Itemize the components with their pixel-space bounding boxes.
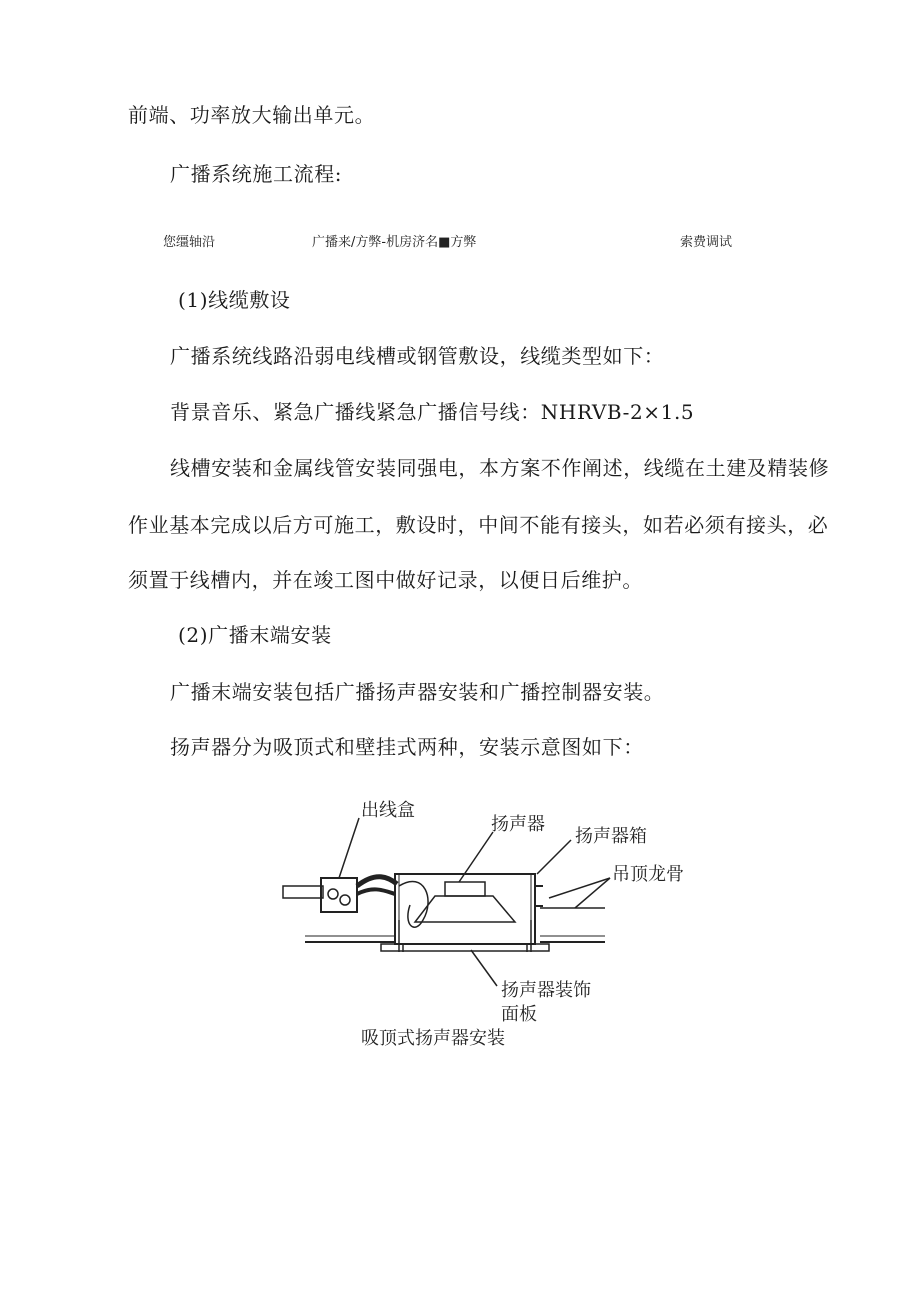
conduit xyxy=(283,886,323,898)
paragraph-install-line-3: 须置于线槽内，并在竣工图中做好记录，以便日后维护。 xyxy=(128,568,643,592)
paragraph-terminal-scope: 广播末端安装包括广播扬声器安装和广播控制器安装。 xyxy=(170,680,665,704)
speaker-cone xyxy=(415,896,515,922)
figure-caption: 吸顶式扬声器安装 xyxy=(361,1028,505,1049)
paragraph-continuation: 前端、功率放大输出单元。 xyxy=(128,103,376,127)
paragraph-cable-routing: 广播系统线路沿弱电线槽或钢管敷设，线缆类型如下： xyxy=(170,344,665,368)
paragraph-install-line-2: 作业基本完成以后方可施工，敷设时，中间不能有接头，如若必须有接头，必 xyxy=(128,513,829,537)
decorative-panel xyxy=(381,944,549,951)
label-decorative-panel-line-2: 面板 xyxy=(501,1004,537,1025)
label-speaker-box: 扬声器箱 xyxy=(575,826,647,847)
speaker-box xyxy=(395,874,535,944)
label-outlet-box: 出线盒 xyxy=(361,800,415,821)
flow-intro: 广播系统施工流程: xyxy=(170,162,343,186)
label-decorative-panel-line-1: 扬声器装饰 xyxy=(501,980,591,1001)
cable xyxy=(357,877,397,886)
paragraph-speaker-types: 扬声器分为吸顶式和壁挂式两种，安装示意图如下： xyxy=(170,735,644,759)
label-ceiling-keel: 吊顶龙骨 xyxy=(612,864,684,885)
flow-step-1: 您缰轴沿 xyxy=(163,235,216,250)
label-speaker: 扬声器 xyxy=(491,814,545,835)
section-heading-cable: (1)线缆敷设 xyxy=(178,288,291,312)
flow-step-2: 广播来/方弊-机房济名■方弊 xyxy=(312,235,477,250)
flow-step-3: 索费调试 xyxy=(680,235,733,250)
ceiling-speaker-diagram xyxy=(275,790,735,1060)
inner-cable xyxy=(399,881,428,927)
outlet-box xyxy=(321,878,357,912)
paragraph-install-line-1: 线槽安装和金属线管安装同强电，本方案不作阐述，线缆在土建及精装修 xyxy=(170,456,830,480)
section-heading-terminal: (2)广播末端安装 xyxy=(178,623,332,647)
speaker-unit xyxy=(445,882,485,896)
paragraph-cable-type: 背景音乐、紧急广播线紧急广播信号线：NHRVB-2×1.5 xyxy=(170,400,695,424)
